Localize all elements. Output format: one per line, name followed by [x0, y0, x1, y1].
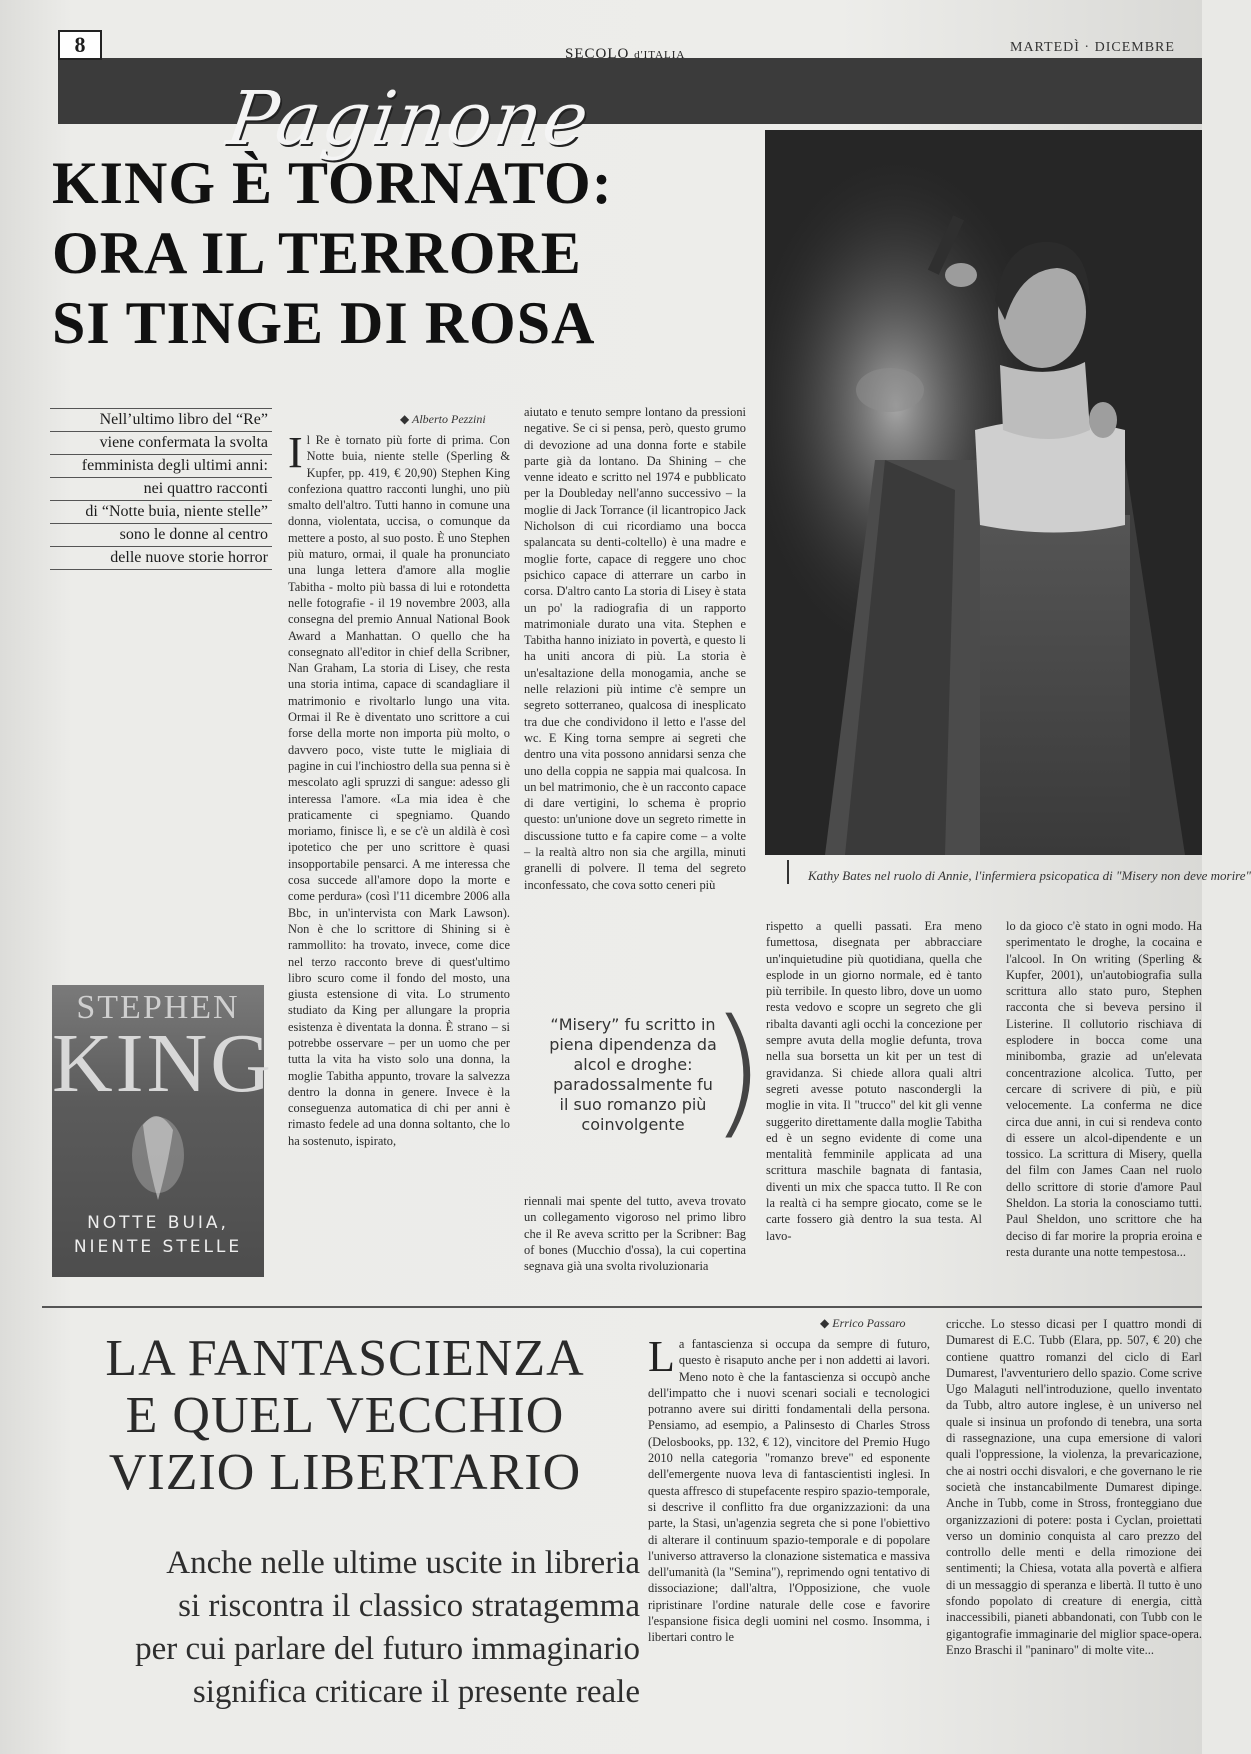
- article-column-2: [524, 404, 746, 968]
- pull-quote-bracket: ): [710, 990, 765, 1153]
- article2-deck: [40, 1542, 640, 1714]
- article-photo: [765, 130, 1202, 855]
- column-text: a fantascienza si occupa da sempre di futuro, questo è risaputo anche per i non addetti ai lavori. Meno noto è che la fantascienza si occupò anche dell'impatto che i nuovi scenari sociali e tecnologici potranno avere sui diritti fondamentali della persona. Pensiamo, ad esempio, a Palinsesto di Charles Stross (Delosbooks, pp. 132, € 12), vincitore del Premio Hugo 2010 nella categoria "romanzo breve" ed esponente dell'emergente nuova leva di fantascientisti inglesi. In questa affresco di stupefacente respiro spazio-temporale, si descrive il conflitto fra due organizzazioni: da una parte, la Stasi, un'agenzia segreta che si pone l'obiettivo di alterare il continuum spazio-temporale e di popolare l'universo attraverso la clonazione sistematica e massiva dell'umanità (la "Semina"), reprimendo ogni tentativo di dissociazione; dall'altra, l'Opposizione, che vuole ripristinare l'ordine naturale delle cose e favorire l'espansione fisica degli uomini nel cosmo. Insomma, i libertari contro le: [648, 1337, 930, 1645]
- book-title-line-1: NOTTE BUIA,: [87, 1213, 229, 1233]
- section-rubric: Paginone: [221, 76, 596, 162]
- book-author-last: KING: [52, 1017, 274, 1110]
- standfirst-line: viene confermata la svolta: [50, 432, 272, 455]
- standfirst-line: delle nuove storie horror: [50, 547, 272, 570]
- article2-column-1: [648, 1332, 930, 1744]
- photo-illustration: [765, 130, 1202, 855]
- headline-line: ORA IL TERRORE: [52, 220, 582, 286]
- column-text: l Re è tornato più forte di prima. Con Notte buia, niente stelle (Sperling & Kupfer, pp. 419, € 20,90) Stephen King confeziona quattro racconti lunghi, uno più smalto dell'altro. Tutti hanno in comune una donna, violentata, uccisa, o comunque da mettere a posto, al suo posto. È uno Stephen più maturo, ormai, il quale ha pronunciato una lunga lettera d'amore alla moglie Tabitha - molto più bassa di lui e rotondetta nelle fotografie - il 19 novembre 2003, alla consegna del premio Annual National Book Award a Manhattan. O quello che ha consegnato all'editor in chief della Scribner, Nan Graham, La storia di Lisey, che resta una storia intima, capace di scandagliare il matrimonio e rivoltarlo lungo una vita. Ormai il Re è diventato uno scrittore a cui forse della morte non importa più molto, o davvero poco, viste tutte le migliaia di pagine in cui l'inchiostro della sua penna si è mescolato agli spruzzi di sangue: adesso gli interessa l'amore. «La mia idea è che praticamente ci spegniamo. Quando moriamo, finisce lì, e se c'è un aldilà è così ipotetico che per uno scrittore è quasi insopportabile pensarci. A me interessa che cosa succede all'amore dopo la morte e come perdura» (così l'11 dicembre 2006 alla Bbc, in un'intervista con Mark Lawson). Non è che lo scrittore di Shining si è rammollito: ha trovato, invece, come dice nel terzo racconto breve di quest'ultimo libro scuro come il fondo del mosto, una giusta estensione di vita. Lo strumento studiato da King per allungare la propria esistenza è diventata la donna. È strano – si potrebbe osservare – per un uomo che per tutta la vita ha visto solo una donna, la moglie Tabitha appunto, trovare la salvezza dentro la donna in genere. Invece è la conseguenza automatica di chi per anni è rimasto fedele ad una donna soltanto, che lo ha sostenuto, ispirato,: [288, 433, 510, 1148]
- page-number: 8: [58, 30, 102, 60]
- headline-line: E QUEL VECCHIO: [125, 1387, 565, 1444]
- deck-line: si riscontra il classico stratagemma: [178, 1588, 640, 1624]
- headline-line: KING È TORNATO:: [52, 150, 613, 216]
- article-column-3: [766, 918, 982, 1276]
- article-column-4: [1006, 918, 1202, 1276]
- column-text: riennali mai spente del tutto, aveva trovato un collegamento vigoroso nel primo libro che il Re aveva scritto per la Scribner: Bag of bones (Mucchio d'ossa), la cui copertina segnava già una svolta rivoluzionaria: [524, 1194, 746, 1274]
- standfirst-line: nei quattro racconti: [50, 478, 272, 501]
- drop-cap: L: [648, 1332, 675, 1381]
- article2-headline: [50, 1330, 640, 1501]
- caption-rule: [787, 860, 789, 884]
- headline-line: VIZIO LIBERTARIO: [108, 1444, 582, 1501]
- column-text: lo da gioco c'è stato in ogni modo. Ha sperimentato le droghe, la cocaina e l'alcool. In On writing (Sperling & Kupfer, 2001), un'autobiografia sulla scrittura allo stato puro, Stephen racconta che si beveva persino il Listerine. Il collutorio rischiava di esplodere in bocca come una minibomba, grazie ad un'elevata concentrazione alcolica. Tutto, per cercare di scrivere di più, e più velocemente. La conferma ne dice circa due anni, in cui si rendeva conto di essere un alcol-dipendente e un tossico. La scrittura di Misery, quella del film con James Caan nel ruolo dello scrittore di storie d'amore Paul Sheldon. La storia la conosciamo tutti. Paul Sheldon, uno scrittore che ha deciso di far morire la propria eroina e resta durante una notte tempestosa...: [1006, 919, 1202, 1259]
- article-column-1: [288, 428, 510, 1274]
- standfirst-line: femminista degli ultimi anni:: [50, 455, 272, 478]
- article2-column-2: [946, 1316, 1202, 1744]
- masthead-suffix: d'ITALIA: [634, 49, 686, 61]
- section-divider: [42, 1306, 1202, 1308]
- standfirst-line: sono le donne al centro: [50, 524, 272, 547]
- masthead-name: SECOLO: [565, 46, 630, 62]
- byline: ◆ Alberto Pezzini: [400, 412, 486, 426]
- byline-name: Errico Passaro: [832, 1316, 906, 1330]
- column-text: aiutato e tenuto sempre lontano da pressioni negative. Se ci si pensa, però, questo grumo di devozione ad una donna forte e stabile parte già da lontano. Da Shining – che venne ideato e scritto nel 1974 e pubblicato per la Doubleday nell'anno successivo – la moglie di Jack Torrance (il licantropico Jack Nicholson di cui ricordiamo una bocca spalancata su denti-coltello) è una madre e moglie forte, capace di reggere uno choc psichico capace di atterrare un carbo in corsa. D'altro canto La storia di Lisey è stata un po' la radiografia di un rapporto matrimoniale durato una vita. Stephen e Tabitha hanno iniziato in povertà, e questo li ha uniti ancora di più. La storia è un'esaltazione della monogamia, anche se nelle relazioni più intime c'è sempre un segreto sotterraneo, qualcosa di inesplicato tra due che condividono il letto e l'asse del wc. E King torna sempre ai segreti che dentro una vita possono annidarsi senza che uno della coppia ne sappia mai qualcosa. In un bel matrimonio, che è un racconto capace di dare vertigini, lo schema è proprio questo: un'unione dove un segreto rimette in discussione tutto e fa capire come – a volte – la realtà altro non sia che argilla, minuti granelli di polvere. Il tema del segreto inconfessato, che cova sotto ceneri più: [524, 405, 746, 892]
- masthead: [565, 46, 685, 63]
- deck-line: per cui parlare del futuro immaginario: [135, 1631, 640, 1667]
- book-cover-figure: [118, 1105, 198, 1205]
- standfirst-line: Nell’ultimo libro del “Re”: [50, 408, 272, 432]
- book-cover: [52, 985, 274, 1277]
- headline-line: LA FANTASCIENZA: [105, 1330, 585, 1387]
- byline-name: Alberto Pezzini: [412, 412, 486, 426]
- column-text: rispetto a quelli passati. Era meno fumettosa, disegnata per abbracciare un'inquietudine più quotidiana, quella che esplode in un giorno normale, ed è tanto più terribile. In questo libro, dove un uomo resta vedovo e scopre un segreto che gli ribalta davanti agli occhi la concezione per sempre avuta della moglie defunta, trova nella sua borsetta un kit per un test di gravidanza. Si chiede allora quali altri segreti avesse potuto nascondergli la moglie in vita. Il "trucco" del kit gli venne suggerito direttamente dalla moglie Tabitha ed è un segno evidente di come una mentalità femminile applicata ad una scrittura maschile bagnata di fantasia, diventi un mix che spacca tutto. Il Re con la realtà ci ha sempre giocato, come se le carte fossero già dentro la sua testa. Al lavo-: [766, 919, 982, 1243]
- standfirst: [50, 408, 272, 570]
- deck-line: significa criticare il presente reale: [192, 1674, 640, 1710]
- book-title-line-2: NIENTE STELLE: [73, 1237, 243, 1257]
- dateline: MARTEDÌ · DICEMBRE: [1010, 40, 1175, 55]
- column-text: cricche. Lo stesso dicasi per I quattro mondi di Dumarest di E.C. Tubb (Elara, pp. 507, € 20) che contiene quattro romanzi del ciclo di Earl Dumarest, l'avventuriero dello spazio. Come scrive Ugo Malaguti nell'introduzione, quello inventato da Tubb, altro autore inglese, è un universo nel quale si insinua un profondo di tenebra, una sorta di rassegnazione, una cupa emersione di valori quali l'oppressione, la violenza, la prevaricazione, che ai nostri occhi disvalori, e che governano le rie società che instancabilmente Dumarest dipinge. Anche in Tubb, come in Stross, fronteggiano due organizzazioni di potere: posta i Cyclan, proiettati verso un dominio conquista al caro prezzo del controllo delle menti e della rimozione dei sentimenti; la Chiesa, votata alla povertà e alfiera di un messaggio di speranza e libertà. Il tutto è uno sfondo popolato di creature di energia, città inaccessibili, pianeti abbandonati, con Tubb con le gigantografie immaginarie del miglior space-opera. Enzo Braschi il "paninaro" di molte vite...: [946, 1317, 1202, 1657]
- byline: ◆ Errico Passaro: [820, 1316, 906, 1330]
- drop-cap: I: [288, 428, 303, 477]
- pull-quote: “Misery” fu scritto in piena dipendenza da alcol e droghe: paradossalmente fu il suo romanzo più coinvolgente: [549, 1015, 717, 1134]
- photo-caption: Kathy Bates nel ruolo di Annie, l'infermiera psicopatica di "Misery non deve morire": [808, 868, 1251, 883]
- article-column-2-continued: [524, 1193, 746, 1275]
- headline-line: SI TINGE DI ROSA: [52, 290, 596, 356]
- deck-line: Anche nelle ultime uscite in libreria: [166, 1545, 640, 1581]
- article-headline: [52, 148, 752, 358]
- standfirst-line: di “Notte buia, niente stelle”: [50, 501, 272, 524]
- book-author-first: STEPHEN: [76, 989, 240, 1026]
- rubric-band: [58, 58, 1202, 162]
